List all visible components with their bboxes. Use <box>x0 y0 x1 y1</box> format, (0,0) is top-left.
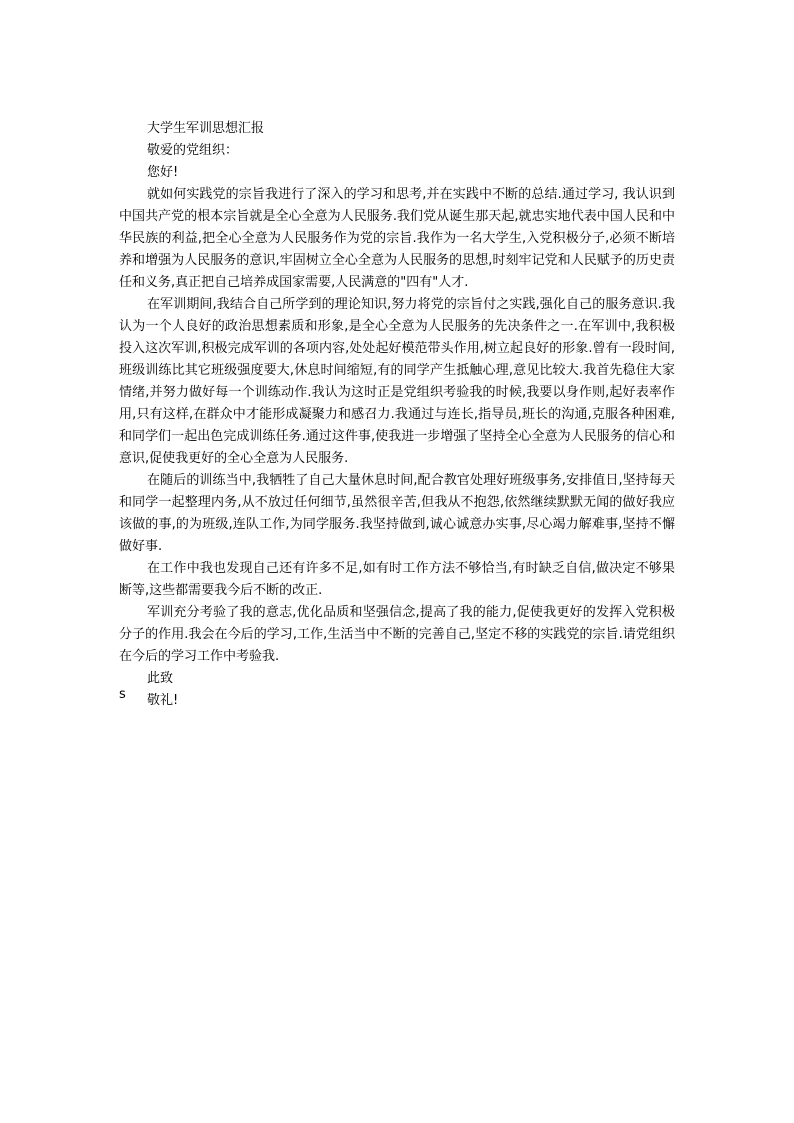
greeting: 您好! <box>147 165 179 180</box>
paragraph-3: 在随后的训练当中,我牺牲了自己大量休息时间,配合教官处理好班级事务,安排值日,坚持每天和同学一起整理内务,从不放过任何细节,虽然很辛苦,但我从不抱怨,依然继续默默无闻的做好我应该做的事,的为班级,连队工作,为同学服务.我坚持做到,诚心诚意办实事,尽心竭力解难事,坚持不懈做好事. <box>119 473 675 554</box>
salutation: 敬爱的党组织： <box>147 143 239 158</box>
paragraph-5: 军训充分考验了我的意志,优化品质和坚强信念,提高了我的能力,促使我更好的发挥入党积极分子的作用.我会在今后的学习,工作,生活当中不断的完善自己,坚定不移的实践党的宗旨.请党组织在今后的学习工作中考验我. <box>119 605 675 664</box>
stray-mark: s <box>119 687 126 702</box>
document-body <box>119 118 675 712</box>
closing-line-1: 此致 <box>147 671 174 686</box>
paragraph-1: 就如何实践党的宗旨我进行了深入的学习和思考,并在实践中不断的总结.通过学习, 我认识到中国共产党的根本宗旨就是全心全意为人民服务.我们党从诞生那天起,就忠实地代表中国人民和中华民族的利益,把全心全意为人民服务作为党的宗旨.我作为一名大学生,入党积极分子,必须不断培养和增强为人民服务的意识,牢固树立全心全意为人民服务的思想,时刻牢记党和人民赋予的历史责任和义务,真正把自己培养成国家需要,人民满意的"四有"人才. <box>119 187 675 290</box>
paragraph-4: 在工作中我也发现自己还有许多不足,如有时工作方法不够恰当,有时缺乏自信,做决定不够果断等,这些都需要我今后不断的改正. <box>119 561 675 598</box>
paragraph-2: 在军训期间,我结合自己所学到的理论知识,努力将党的宗旨付之实践,强化自己的服务意识.我认为一个人良好的政治思想素质和形象,是全心全意为人民服务的先决条件之一.在军训中,我积极投入这次军训,积极完成军训的各项内容,处处起好模范带头作用,树立起良好的形象.曾有一段时间,班级训练比其它班级强度要大,休息时间缩短,有的同学产生抵触心理,意见比较大.我首先稳住大家情绪,并努力做好每一个训练动作.我认为这时正是党组织考验我的时候,我要以身作则,起好表率作用,只有这样,在群众中才能形成凝聚力和感召力.我通过与连长,指导员,班长的沟通,克服各种困难,和同学们一起出色完成训练任务.通过这件事,使我进一步增强了坚持全心全意为人民服务的信心和意识,促使我更好的全心全意为人民服务. <box>119 297 675 466</box>
closing-line-2: 敬礼! <box>147 693 179 708</box>
document-title: 大学生军训思想汇报 <box>147 121 265 136</box>
